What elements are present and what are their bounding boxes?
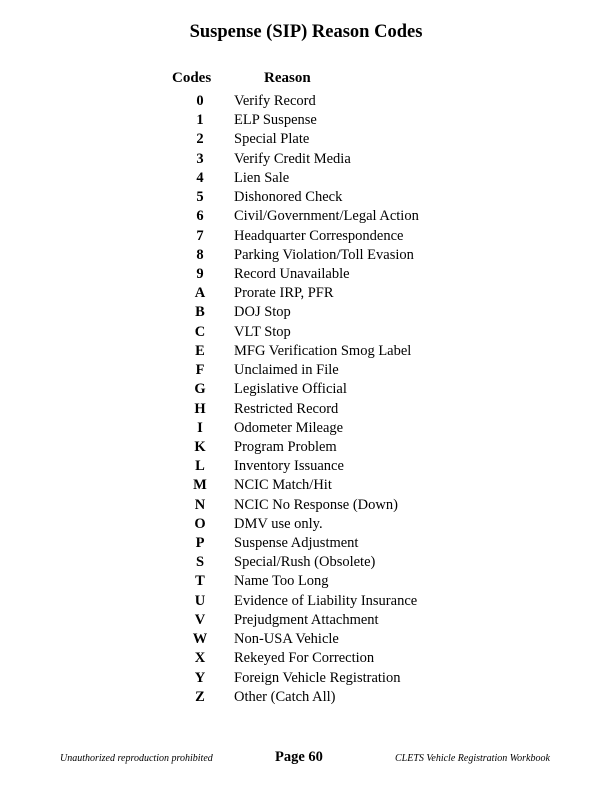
reason-text: Restricted Record: [234, 400, 339, 417]
code-row: [0, 265, 612, 284]
reason-text: Prorate IRP, PFR: [234, 285, 334, 302]
code-row: [0, 400, 612, 419]
codes-column-header: Codes: [172, 70, 212, 86]
code-row: [0, 515, 612, 534]
code-value: P: [195, 535, 205, 552]
code-value: 0: [196, 93, 204, 109]
reason-text: Inventory Issuance: [234, 458, 344, 475]
code-row: [0, 611, 612, 630]
reason-text: Program Problem: [234, 438, 337, 455]
reason-text: Name Too Long: [234, 573, 329, 590]
code-row: [0, 342, 612, 361]
code-row: [0, 323, 612, 342]
page-number: Page 60: [275, 749, 323, 765]
code-value: H: [194, 400, 206, 417]
code-value: 2: [196, 131, 204, 148]
reason-text: Parking Violation/Toll Evasion: [234, 246, 414, 263]
page-title: Suspense (SIP) Reason Codes: [189, 22, 423, 42]
code-row: [0, 572, 612, 591]
code-row: [0, 592, 612, 611]
reason-text: NCIC Match/Hit: [234, 477, 332, 494]
code-value: 3: [196, 150, 204, 167]
code-value: T: [195, 573, 205, 590]
code-row: [0, 150, 612, 169]
reason-text: Non-USA Vehicle: [234, 631, 339, 648]
reason-text: Foreign Vehicle Registration: [234, 669, 401, 686]
code-value: E: [195, 342, 205, 359]
reason-text: Headquarter Correspondence: [234, 227, 404, 244]
code-row: [0, 92, 612, 111]
code-value: B: [195, 304, 205, 321]
code-value: 6: [196, 208, 204, 225]
code-value: O: [194, 515, 206, 532]
reason-text: ELP Suspense: [234, 112, 317, 129]
code-row: [0, 246, 612, 265]
reason-text: Verify Credit Media: [234, 150, 351, 167]
code-value: S: [195, 554, 205, 571]
code-row: [0, 496, 612, 515]
reason-text: Prejudgment Attachment: [234, 611, 379, 628]
code-row: [0, 188, 612, 207]
code-row: [0, 303, 612, 322]
code-value: Z: [195, 688, 205, 705]
reason-text: Civil/Government/Legal Action: [234, 208, 419, 225]
code-value: I: [197, 419, 203, 436]
reason-column-header: Reason: [264, 70, 311, 86]
code-row: [0, 111, 612, 130]
reason-text: Suspense Adjustment: [234, 535, 359, 552]
code-value: A: [194, 285, 206, 302]
code-value: C: [194, 323, 206, 340]
reason-text: Record Unavailable: [234, 265, 350, 282]
code-row: [0, 669, 612, 688]
code-row: [0, 130, 612, 149]
code-row: [0, 534, 612, 553]
reason-text: Verify Record: [234, 93, 316, 109]
reason-text: MFG Verification Smog Label: [234, 342, 412, 359]
code-row: [0, 284, 612, 303]
footer-copyright-notice: Unauthorized reproduction prohibited: [60, 753, 213, 764]
code-value: 1: [196, 112, 204, 129]
code-value: U: [194, 592, 206, 609]
reason-text: VLT Stop: [234, 323, 291, 340]
code-value: 4: [196, 169, 204, 186]
code-row: [0, 688, 612, 707]
code-value: L: [195, 458, 205, 475]
code-value: 9: [196, 265, 204, 282]
code-row: [0, 649, 612, 668]
code-value: 8: [196, 246, 204, 263]
reason-text: Special/Rush (Obsolete): [234, 554, 376, 571]
reason-text: Unclaimed in File: [234, 362, 339, 379]
code-row: [0, 476, 612, 495]
reason-text: Other (Catch All): [234, 688, 336, 705]
code-row: [0, 380, 612, 399]
reason-text: Special Plate: [234, 131, 310, 148]
reason-text: Odometer Mileage: [234, 419, 344, 436]
reason-code-list: [0, 92, 612, 707]
code-row: [0, 457, 612, 476]
code-value: X: [194, 650, 206, 667]
code-row: [0, 438, 612, 457]
reason-text: DMV use only.: [234, 515, 323, 532]
reason-text: Dishonored Check: [234, 189, 343, 206]
reason-text: Legislative Official: [234, 381, 347, 398]
code-value: F: [195, 362, 205, 379]
code-row: [0, 227, 612, 246]
code-value: 5: [196, 189, 204, 206]
code-value: N: [194, 496, 206, 513]
code-row: [0, 169, 612, 188]
code-value: Y: [194, 669, 206, 686]
code-row: [0, 361, 612, 380]
reason-text: NCIC No Response (Down): [234, 496, 398, 513]
reason-text: Evidence of Liability Insurance: [234, 592, 418, 609]
reason-text: Lien Sale: [234, 169, 290, 186]
footer-workbook-title: CLETS Vehicle Registration Workbook: [395, 753, 550, 764]
code-value: K: [194, 438, 206, 455]
reason-text: DOJ Stop: [234, 304, 291, 321]
code-row: [0, 630, 612, 649]
code-row: [0, 553, 612, 572]
code-value: M: [193, 477, 207, 494]
code-value: W: [192, 631, 208, 648]
code-value: V: [194, 611, 206, 628]
code-value: 7: [196, 227, 204, 244]
code-row: [0, 207, 612, 226]
code-row: [0, 419, 612, 438]
code-value: G: [194, 381, 206, 398]
reason-text: Rekeyed For Correction: [234, 650, 375, 667]
